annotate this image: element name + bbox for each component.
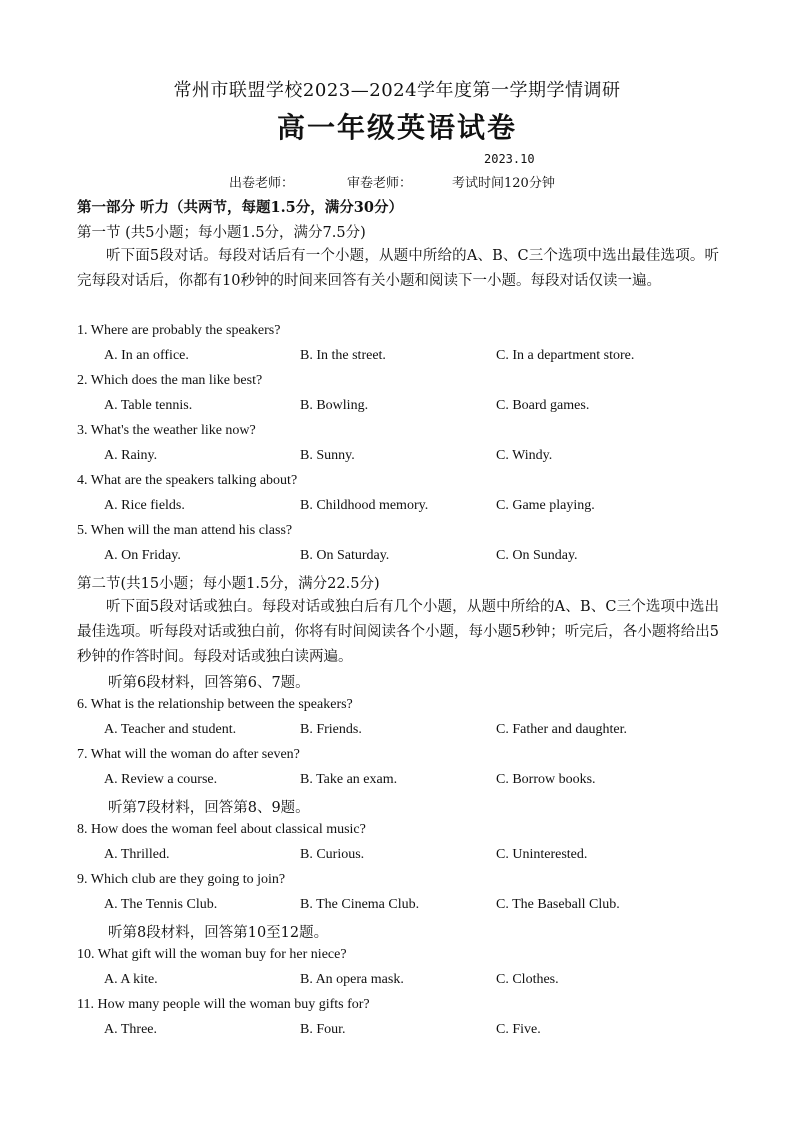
option-11a[interactable]: A. Three.	[104, 1022, 157, 1037]
option-7c[interactable]: C. Borrow books.	[496, 772, 596, 787]
exam-school-title: 常州市联盟学校2023—2024学年度第一学期学情调研	[173, 80, 621, 101]
options-4	[0, 498, 794, 518]
option-10c[interactable]: C. Clothes.	[496, 972, 559, 987]
option-10b[interactable]: B. An opera mask.	[300, 972, 404, 987]
options-2	[0, 398, 794, 418]
setter-label: 出卷老师：	[229, 176, 295, 191]
option-1a[interactable]: A. In an office.	[104, 348, 189, 363]
option-7b[interactable]: B. Take an exam.	[300, 772, 398, 787]
option-11b[interactable]: B. Four.	[300, 1022, 346, 1037]
exam-date: 2023.10	[484, 152, 535, 166]
option-7a[interactable]: A. Review a course.	[104, 772, 218, 787]
options-10	[0, 972, 794, 992]
question-3: 3. What's the weather like now?	[77, 423, 256, 438]
option-10a[interactable]: A. A kite.	[104, 972, 158, 987]
material-7-note: 听第7段材料，回答第8、9题。	[108, 800, 310, 816]
option-3c[interactable]: C. Windy.	[496, 448, 553, 463]
option-1c[interactable]: C. In a department store.	[496, 348, 635, 363]
question-1: 1. Where are probably the speakers?	[77, 323, 281, 338]
question-5: 5. When will the man attend his class?	[77, 523, 293, 538]
options-5	[0, 548, 794, 568]
option-5b[interactable]: B. On Saturday.	[300, 548, 390, 563]
option-8a[interactable]: A. Thrilled.	[104, 847, 170, 862]
options-11	[0, 1022, 794, 1042]
option-4a[interactable]: A. Rice fields.	[104, 498, 185, 513]
material-6-note: 听第6段材料，回答第6、7题。	[108, 675, 310, 691]
option-2c[interactable]: C. Board games.	[496, 398, 590, 413]
material-8-note: 听第8段材料，回答第10至12题。	[108, 925, 329, 941]
section2-heading: 第二节(共15小题；每小题1.5分，满分22.5分)	[77, 576, 380, 592]
option-8c[interactable]: C. Uninterested.	[496, 847, 588, 862]
option-3a[interactable]: A. Rainy.	[104, 448, 158, 463]
options-7	[0, 772, 794, 792]
option-2b[interactable]: B. Bowling.	[300, 398, 369, 413]
option-6b[interactable]: B. Friends.	[300, 722, 362, 737]
question-4: 4. What are the speakers talking about?	[77, 473, 298, 488]
exam-paper-title: 高一年级英语试卷	[276, 111, 517, 144]
reviewer-label: 审卷老师：	[347, 176, 413, 191]
question-9: 9. Which club are they going to join?	[77, 872, 286, 887]
section2-instructions: 听下面5段对话或独白。每段对话或独白后有几个小题，从题中所给的A、B、C三个选项中选出最佳选项。听每段对话或独白前，你将有时间阅读各个小题，每小题5秒钟；听完后，各小题将给出5秒钟的作答时间。每段对话或独白读两遍。	[77, 599, 719, 665]
option-9c[interactable]: C. The Baseball Club.	[496, 897, 620, 912]
exam-duration: 考试时间120分钟	[452, 176, 555, 191]
options-6	[0, 722, 794, 742]
question-8: 8. How does the woman feel about classical music?	[77, 822, 366, 837]
options-3	[0, 448, 794, 468]
option-4c[interactable]: C. Game playing.	[496, 498, 595, 513]
option-5c[interactable]: C. On Sunday.	[496, 548, 578, 563]
option-6a[interactable]: A. Teacher and student.	[104, 722, 237, 737]
option-9a[interactable]: A. The Tennis Club.	[104, 897, 218, 912]
option-11c[interactable]: C. Five.	[496, 1022, 541, 1037]
option-4b[interactable]: B. Childhood memory.	[300, 498, 429, 513]
options-8	[0, 847, 794, 867]
option-5a[interactable]: A. On Friday.	[104, 548, 181, 563]
question-10: 10. What gift will the woman buy for her niece?	[77, 947, 347, 962]
part1-heading: 第一部分 听力（共两节，每题1.5分，满分30分）	[77, 199, 403, 216]
option-6c[interactable]: C. Father and daughter.	[496, 722, 628, 737]
question-7: 7. What will the woman do after seven?	[77, 747, 300, 762]
option-3b[interactable]: B. Sunny.	[300, 448, 355, 463]
option-9b[interactable]: B. The Cinema Club.	[300, 897, 420, 912]
question-2: 2. Which does the man like best?	[77, 373, 263, 388]
question-11: 11. How many people will the woman buy gifts for?	[77, 997, 370, 1012]
options-1	[0, 348, 794, 368]
option-8b[interactable]: B. Curious.	[300, 847, 365, 862]
option-1b[interactable]: B. In the street.	[300, 348, 386, 363]
options-9	[0, 897, 794, 917]
section1-instructions: 听下面5段对话。每段对话后有一个小题，从题中所给的A、B、C三个选项中选出最佳选项。听完每段对话后，你都有10秒钟的时间来回答有关小题和阅读下一小题。每段对话仅读一遍。	[77, 248, 719, 289]
section1-heading: 第一节 (共5小题；每小题1.5分，满分7.5分)	[77, 225, 366, 241]
option-2a[interactable]: A. Table tennis.	[104, 398, 193, 413]
question-6: 6. What is the relationship between the speakers?	[77, 697, 353, 712]
